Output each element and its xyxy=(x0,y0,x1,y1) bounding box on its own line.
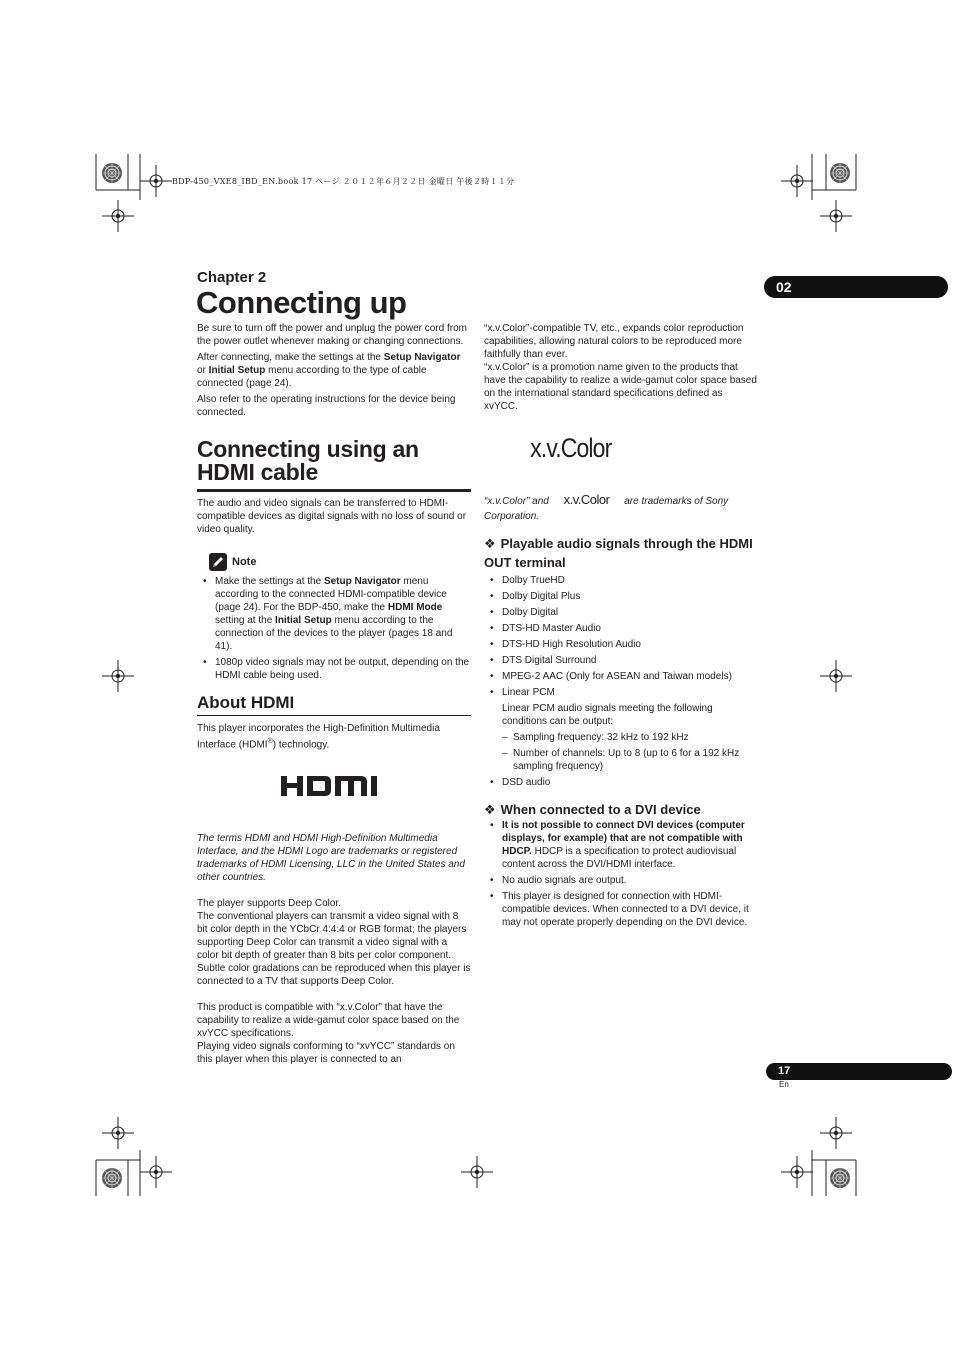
crosshair-registration-icon xyxy=(102,660,134,692)
crosshair-registration-icon xyxy=(140,1156,172,1188)
diamond-bullet-icon: ❖ xyxy=(484,536,496,551)
crosshair-registration-icon xyxy=(102,1117,134,1149)
xvcolor-logo xyxy=(484,433,758,484)
crosshair-registration-icon xyxy=(461,1156,493,1188)
deep-color-2: The conventional players can transmit a video signal with 8 bit color depth in the YCbCr 4:4:4 or RGB format; the players supporting Deep Color can transmit a video signal with a color bit depth of greater than 8 bits per color component. Subtle color gradations can be reproduced when this player is connected to a TV that supports Deep Color. xyxy=(197,911,471,988)
crosshair-registration-icon xyxy=(102,200,134,232)
crosshair-registration-icon xyxy=(781,1156,813,1188)
deep-color-1: The player supports Deep Color. xyxy=(197,898,341,910)
note-label: Note xyxy=(232,555,257,568)
xvcolor-paragraph-1: This product is compatible with “x.v.Color” that have the capability to realize a wide-gamut color space based on the xvYCC specifications. xyxy=(197,1002,460,1040)
list-item: • Linear PCM xyxy=(484,686,758,699)
hdmi-section-body: The audio and video signals can be transferred to HDMI-compatible devices as digital signals with no loss of sound or video quality. xyxy=(197,498,467,535)
list-item: • DTS-HD Master Audio xyxy=(484,622,758,635)
note-header xyxy=(209,553,471,571)
list-item: • No audio signals are output. xyxy=(484,874,758,887)
list-item: • 1080p video signals may not be output, depending on the HDMI cable being used. xyxy=(197,656,471,682)
chapter-tab-number: 02 xyxy=(776,279,792,295)
page-number-tab xyxy=(766,1063,952,1080)
audio-signals-heading: ❖ Playable audio signals through the HDMI OUT terminal xyxy=(484,536,753,570)
crosshair-registration-icon xyxy=(140,165,172,197)
intro-paragraph-2: After connecting, make the settings at the Setup Navigator or Initial Setup menu according to the type of cable connected (page 24). xyxy=(197,352,461,389)
xvcolor-trademark-note: “x.v.Color” and x.v.Color are trademarks of Sony Corporation. xyxy=(484,492,729,522)
dvi-heading: ❖ When connected to a DVI device xyxy=(484,802,701,817)
sun-mark-icon xyxy=(830,1168,850,1188)
hdmi-trademark-note: The terms HDMI and HDMI High-Definition Multimedia Interface, and the HDMI Logo are trademarks or registered trademarks of HDMI Licensing, LLC in the United States and other countries. xyxy=(197,833,465,884)
dvi-list xyxy=(484,819,758,929)
lpcm-note: Linear PCM audio signals meeting the following conditions can be output: xyxy=(502,703,713,727)
pencil-note-icon xyxy=(209,553,227,571)
dsd-list xyxy=(484,776,758,789)
lpcm-conditions xyxy=(502,731,758,773)
list-item: • Make the settings at the Setup Navigator menu according to the connected HDMI-compatible device (page 24). For the BDP-450, make the HDMI Mode setting at the Initial Setup menu according to the connection of the devices to the player (pages 18 and 41). xyxy=(197,575,471,653)
right-column xyxy=(484,322,758,932)
hdmi-logo-icon xyxy=(281,776,387,796)
xvcolor-paragraph-2: Playing video signals conforming to “xvYCC” standards on this player when this player is connected to an xyxy=(197,1041,455,1066)
xvcolor-logo-text: x.v.Color xyxy=(530,433,612,463)
list-item: – Sampling frequency: 32 kHz to 192 kHz xyxy=(502,731,758,744)
list-item: • Dolby Digital Plus xyxy=(484,590,758,603)
page-language: En xyxy=(779,1080,789,1089)
list-item: • DTS Digital Surround xyxy=(484,654,758,667)
section-rule xyxy=(197,489,471,492)
list-item: • MPEG-2 AAC (Only for ASEAN and Taiwan models) xyxy=(484,670,758,683)
crosshair-registration-icon xyxy=(820,200,852,232)
xvcolor-paragraph-3: “x.v.Color”-compatible TV, etc., expands color reproduction capabilities, allowing natural colors to be reproduced more faithfully than ever. xyxy=(484,323,744,360)
list-item: • DTS-HD High Resolution Audio xyxy=(484,638,758,651)
crosshair-registration-icon xyxy=(820,660,852,692)
chapter-tab xyxy=(764,276,948,298)
left-column xyxy=(197,322,471,1069)
about-hdmi-body: This player incorporates the High-Definition Multimedia Interface (HDMI®) technology. xyxy=(197,723,440,751)
list-item: • DSD audio xyxy=(484,776,758,789)
list-item: • Dolby Digital xyxy=(484,606,758,619)
crosshair-registration-icon xyxy=(820,1117,852,1149)
list-item: – Number of channels: Up to 8 (up to 6 for a 192 kHz sampling frequency) xyxy=(502,747,758,773)
list-item: • It is not possible to connect DVI devices (computer displays, for example) that are not compatible with HDCP. HDCP is a specification to protect audiovisual content across the DVI/HDMI interface. xyxy=(484,819,758,871)
chapter-label: Chapter 2 xyxy=(197,269,267,286)
chapter-title: Connecting up xyxy=(196,285,407,320)
section-title-hdmi-cable: Connecting using an HDMI cable xyxy=(197,436,419,485)
subsection-rule xyxy=(197,715,471,716)
crosshair-registration-icon xyxy=(781,165,813,197)
list-item: • This player is designed for connection with HDMI-compatible devices. When connected to a DVI device, it may not operate properly depending on the DVI device. xyxy=(484,890,758,929)
diamond-bullet-icon: ❖ xyxy=(484,802,496,817)
sun-mark-icon xyxy=(102,1168,122,1188)
xvcolor-small-logo: x.v.Color xyxy=(563,492,610,507)
xvcolor-paragraph-4: “x.v.Color” is a promotion name given to the products that have the capability to realize a wide-gamut color space based on the international standard specifications defined as xvYCC. xyxy=(484,362,757,412)
page-number: 17 xyxy=(778,1065,791,1077)
lpcm-details xyxy=(484,702,758,773)
sun-mark-icon xyxy=(102,163,122,183)
audio-signal-list xyxy=(484,574,758,699)
list-item: • Dolby TrueHD xyxy=(484,574,758,587)
print-header: BDP-450_VXE8_IBD_EN.book 17 ページ ２０１２年６月２２日 金曜日 午後２時１１分 xyxy=(172,177,515,186)
sun-mark-icon xyxy=(830,163,850,183)
hdmi-logo xyxy=(197,776,471,806)
intro-paragraph-3: Also refer to the operating instructions for the device being connected. xyxy=(197,394,456,418)
intro-paragraph-1: Be sure to turn off the power and unplug the power cord from the power outlet whenever making or changing connections. xyxy=(197,323,467,347)
note-list xyxy=(197,575,471,682)
subsection-title-about-hdmi: About HDMI xyxy=(197,693,295,712)
